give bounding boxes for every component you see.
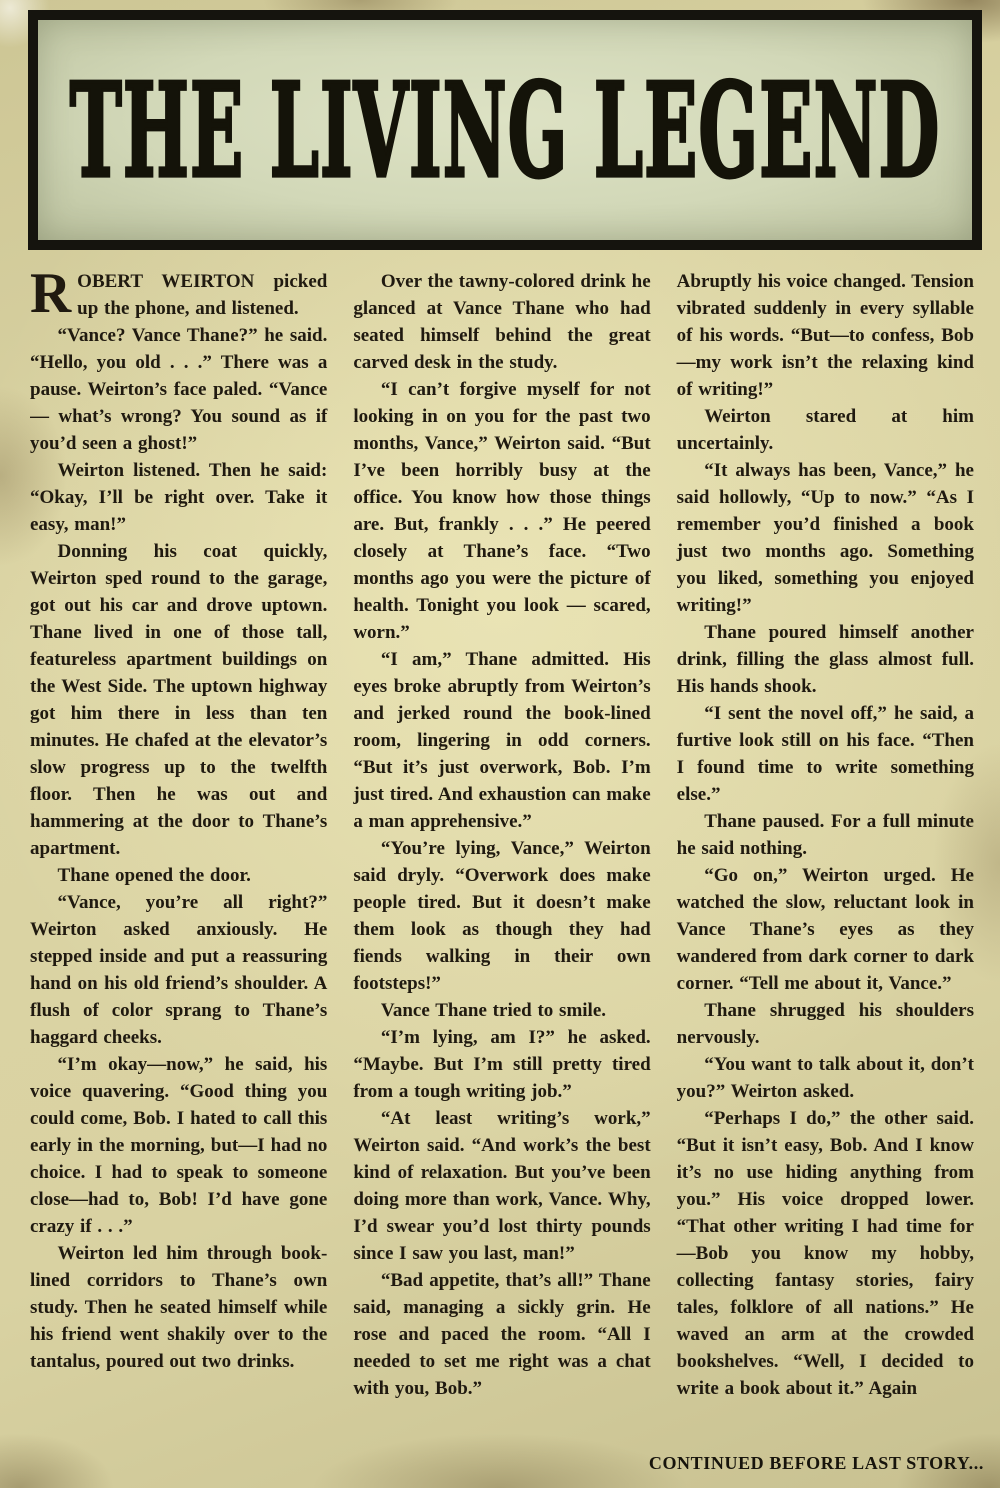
paragraph: Weirton led him through book-lined corridors to Thane’s own study. Then he seated himself while his friend went shakily over to the tantalus, poured out two drinks. [30,1243,328,1372]
paragraph: Thane shrugged his shoulders nervously. [676,1000,974,1048]
paragraph: Thane poured himself another drink, filling the glass almost full. His hands shook. [676,622,974,697]
paragraph: “Bad appetite, that’s all!” Thane said, managing a sickly grin. He rose and paced the room. “All I needed to set me right was a chat with you, Bob.” [353,1270,651,1399]
paragraph: Over the tawny-colored drink he glanced at Vance Thane who had seated himself behind the great carved desk in the study. [353,271,651,373]
column-1 [30,268,327,1434]
paragraph: “Perhaps I do,” the other said. “But it isn’t easy, Bob. And I know it’s no use hiding anything from you.” His voice dropped lower. “That other writing I had time for—Bob you know my hobby, collecting fantasy stories, fairy tales, folklore of all nations.” He waved an arm at the crowded bookshelves. “Well, I decided to write a book about it.” Again [676,1108,974,1399]
paragraph: Abruptly his voice changed. Tension vibrated suddenly in every syllable of his words. “But—to confess, Bob—my work isn’t the relaxing kind of writing!” [676,271,974,400]
paragraph: “I’m lying, am I?” he asked. “Maybe. But I’m still pretty tired from a tough writing job.” [353,1027,651,1102]
continued-note: CONTINUED BEFORE LAST STORY... [648,1453,984,1473]
paragraph: “I can’t forgive myself for not looking in on you for the past two months, Vance,” Weirton said. “But I’ve been horribly busy at the office. You know how those things are. But, frankly . . .” He peered closely at Thane’s face. “Two months ago you were the picture of health. Tonight you look — scared, worn.” [353,379,651,643]
column-2 [353,268,650,1434]
paragraph: “Go on,” Weirton urged. He watched the slow, reluctant look in Vance Thane’s eyes as they wandered from dark corner to dark corner. “Tell me about it, Vance.” [676,865,974,994]
dropcap-letter: R [30,268,72,325]
paragraph: Thane opened the door. [57,865,251,886]
paragraph-text: OBERT WEIRTON picked up the phone, and listened. [77,271,328,319]
paragraph: Weirton listened. Then he said: “Okay, I’ll be right over. Take it easy, man!” [30,460,328,535]
story-columns [30,268,974,1434]
paragraph: “You want to talk about it, don’t you?” Weirton asked. [676,1054,974,1102]
paragraph [30,268,328,325]
paragraph: Donning his coat quickly, Weirton sped round to the garage, got out his car and drove uptown. Thane lived in one of those tall, featureless apartment buildings on the West Side. The uptown highway got him there in less than ten minutes. He chafed at the elevator’s slow progress up to the twelfth floor. Then he was out and hammering at the door to Thane’s apartment. [30,541,328,859]
paragraph: “Vance? Vance Thane?” he said. “Hello, you old . . .” There was a pause. Weirton’s face paled. “Vance — what’s wrong? You sound as if you’d seen a ghost!” [30,325,328,454]
paragraph: “Vance, you’re all right?” Weirton asked anxiously. He stepped inside and put a reassuring hand on his old friend’s shoulder. A flush of color sprang to Thane’s haggard cheeks. [30,892,328,1048]
story-title: THE LIVING LEGEND [69,53,941,207]
paragraph: “You’re lying, Vance,” Weirton said dryly. “Overwork does make people tired. But it doesn’t make them look as though they had fiends walking in their own footsteps!” [353,838,651,994]
paragraph: “I’m okay—now,” he said, his voice quavering. “Good thing you could come, Bob. I hated to call this early in the morning, but—I had no choice. I had to speak to someone close—had to, Bob! I’d have gone crazy if . . .” [30,1054,328,1237]
paragraph: “I sent the novel off,” he said, a furtive look still on his face. “Then I found time to write something else.” [676,703,974,805]
paragraph: Vance Thane tried to smile. [380,1000,607,1021]
column-3 [677,268,974,1434]
paragraph: Weirton stared at him uncertainly. [676,406,974,454]
paragraph: “It always has been, Vance,” he said hollowly, “Up to now.” “As I remember you’d finished a book just two months ago. Something you liked, something you enjoyed writing!” [676,460,974,616]
paragraph: Thane paused. For a full minute he said nothing. [676,811,974,859]
story-title-box [28,10,982,250]
paragraph: “At least writing’s work,” Weirton said. “And work’s the best kind of relaxation. But you’ve been doing more than work, Vance. Why, I’d swear you’d lost thirty pounds since I saw you last, man!” [353,1108,651,1264]
paragraph: “I am,” Thane admitted. His eyes broke abruptly from Weirton’s and jerked round the book-lined room, lingering in odd corners. “But it’s just overwork, Bob. I’m just tired. And exhaustion can make a man apprehensive.” [353,649,651,832]
